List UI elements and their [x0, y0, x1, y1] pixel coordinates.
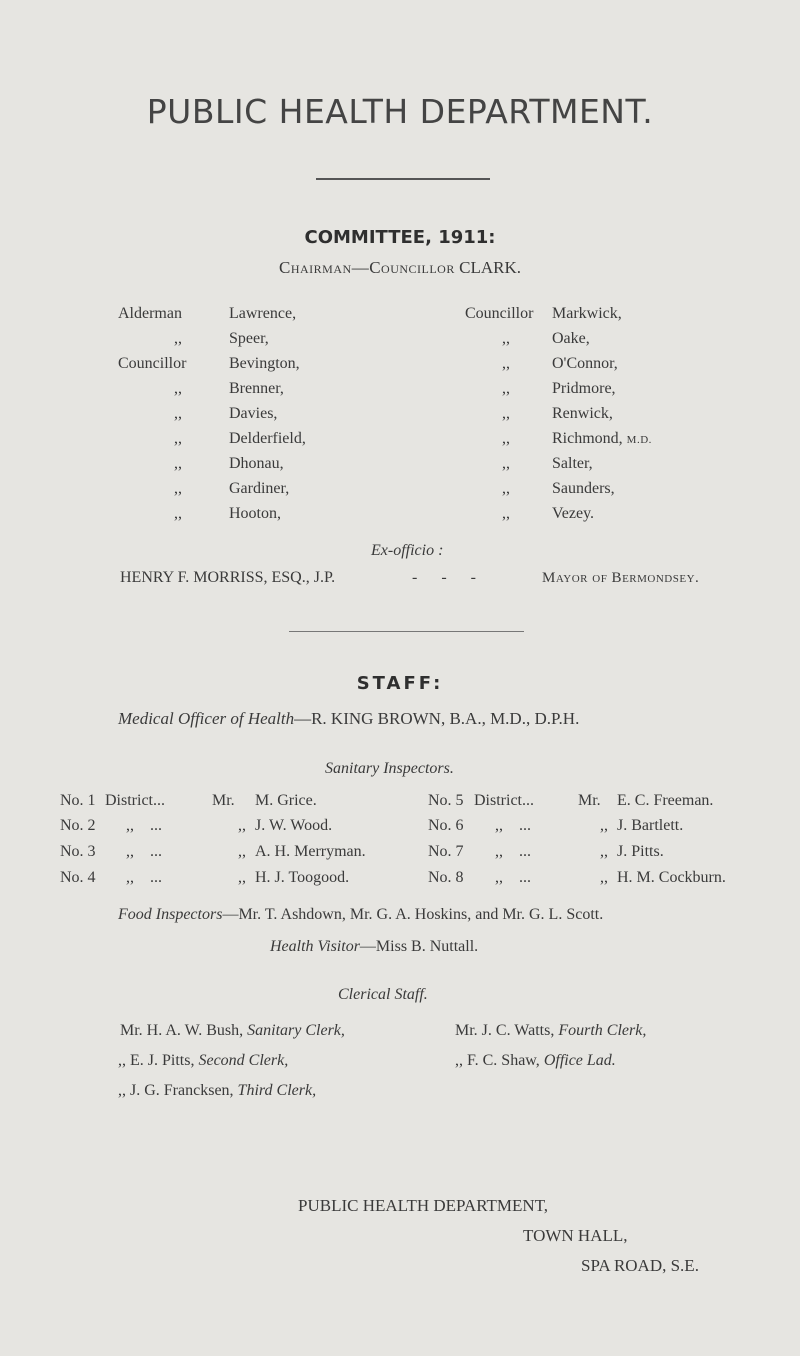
inspector-no: No. 3: [60, 843, 96, 860]
clerk-role: Sanitary Clerk,: [247, 1022, 345, 1039]
address-line-2: TOWN HALL,: [523, 1226, 628, 1245]
member-name: Hooton,: [229, 505, 281, 522]
member-name: Vezey.: [552, 505, 595, 522]
clerk-prefix: ,,: [118, 1082, 126, 1099]
inspector-district: ,, ...: [126, 869, 162, 886]
member-title: ,,: [502, 405, 510, 422]
member-title: ,,: [502, 455, 510, 472]
page-title: PUBLIC HEALTH DEPARTMENT.: [146, 92, 654, 131]
ex-officio-name: HENRY F. MORRISS, ESQ., J.P.: [120, 569, 336, 586]
member-title: ,,: [174, 380, 182, 397]
member-qualification: M.D.: [626, 434, 652, 446]
member-title: Councillor: [465, 305, 534, 322]
clerk-role: Office Lad.: [543, 1052, 616, 1069]
member-name: Saunders,: [552, 480, 615, 497]
inspector-district: ,, ...: [495, 869, 531, 886]
clerk-entry: [118, 1082, 316, 1100]
member-title: ,,: [502, 355, 510, 372]
member-name: Markwick,: [552, 305, 622, 322]
inspector-no: No. 2: [60, 817, 96, 834]
clerk-prefix: Mr.: [120, 1022, 143, 1039]
title-divider: [316, 178, 490, 180]
inspector-name: E. C. Freeman.: [617, 792, 714, 809]
inspector-name: J. Pitts.: [617, 843, 664, 860]
committee-heading: COMMITTEE, 1911:: [304, 227, 496, 248]
committee-divider: [289, 631, 524, 632]
inspector-district: ,, ...: [126, 843, 162, 860]
clerk-entry: [120, 1022, 345, 1040]
ex-officio-label-text: Ex-officio :: [371, 542, 444, 559]
inspector-mr: ,,: [238, 817, 246, 834]
health-visitor-label: Health Visitor: [270, 938, 360, 955]
member-title: ,,: [174, 455, 182, 472]
member-title: Alderman: [118, 305, 182, 322]
inspector-name: J. W. Wood.: [255, 817, 333, 834]
inspector-mr: ,,: [600, 817, 608, 834]
member-name: Gardiner,: [229, 480, 290, 497]
ex-officio-label: [371, 542, 443, 560]
inspector-mr: Mr.: [212, 792, 235, 809]
member-title: ,,: [502, 505, 510, 522]
member-title: ,,: [174, 480, 182, 497]
inspector-name: A. H. Merryman.: [255, 843, 366, 860]
health-visitor-name: —Miss B. Nuttall.: [359, 938, 479, 955]
member-title: ,,: [502, 330, 510, 347]
clerk-name: F. C. Shaw,: [467, 1052, 540, 1069]
inspector-district: ,, ...: [495, 843, 531, 860]
inspector-name: J. Bartlett.: [617, 817, 684, 834]
inspector-no: No. 6: [428, 817, 464, 834]
member-name: Dhonau,: [229, 455, 284, 472]
clerk-prefix: Mr.: [455, 1022, 478, 1039]
member-name: Lawrence,: [229, 305, 297, 322]
member-name: Davies,: [229, 405, 278, 422]
inspector-name: M. Grice.: [255, 792, 317, 809]
clerk-role: Second Clerk,: [198, 1052, 289, 1069]
member-title: ,,: [502, 430, 510, 447]
member-title: Councillor: [118, 355, 187, 372]
clerk-entry: [118, 1052, 288, 1070]
clerk-entry: [455, 1052, 616, 1070]
address-line-3: SPA ROAD, S.E.: [581, 1256, 699, 1275]
member-title: ,,: [174, 330, 182, 347]
chairman-label: Chairman—Councillor: [279, 258, 455, 277]
moh-name: —R. KING BROWN, B.A., M.D., D.P.H.: [294, 709, 580, 728]
member-title: ,,: [174, 505, 182, 522]
clerk-role: Fourth Clerk,: [558, 1022, 647, 1039]
clerical-heading: [338, 986, 428, 1004]
food-inspectors-line: [118, 906, 603, 924]
member-title: ,,: [502, 480, 510, 497]
ex-officio-role: Mayor of Bermondsey.: [542, 570, 700, 586]
member-title: ,,: [502, 380, 510, 397]
member-title: ,,: [174, 405, 182, 422]
inspector-mr: ,,: [600, 843, 608, 860]
clerical-heading-text: Clerical Staff.: [338, 986, 428, 1003]
member-name: Speer,: [229, 330, 269, 347]
clerk-name: E. J. Pitts,: [130, 1052, 195, 1069]
moh-line: [118, 709, 579, 729]
ex-officio-dashes: - - -: [412, 569, 476, 586]
inspector-name: H. M. Cockburn.: [617, 869, 726, 886]
inspector-no: No. 7: [428, 843, 464, 860]
inspector-name: H. J. Toogood.: [255, 869, 350, 886]
member-name: Renwick,: [552, 405, 613, 422]
inspector-mr: Mr.: [578, 792, 601, 809]
member-name: Delderfield,: [229, 430, 306, 447]
clerk-name: J. C. Watts,: [481, 1022, 555, 1039]
staff-heading: STAFF:: [356, 673, 444, 694]
food-inspectors-names: —Mr. T. Ashdown, Mr. G. A. Hoskins, and Mr. G. L. Scott.: [222, 906, 604, 923]
inspector-no: No. 1: [60, 792, 96, 809]
chairman-line: [0, 258, 800, 278]
clerk-prefix: ,,: [455, 1052, 463, 1069]
inspector-no: No. 5: [428, 792, 464, 809]
member-name: Oake,: [552, 330, 590, 347]
member-name: O'Connor,: [552, 355, 618, 372]
clerk-role: Third Clerk,: [237, 1082, 317, 1099]
food-inspectors-label: Food Inspectors: [118, 906, 223, 923]
member-name: [552, 430, 652, 448]
inspector-district: District...: [105, 792, 165, 809]
member-name: Brenner,: [229, 380, 284, 397]
inspector-mr: ,,: [600, 869, 608, 886]
inspector-district: District...: [474, 792, 534, 809]
inspector-district: ,, ...: [126, 817, 162, 834]
moh-label: Medical Officer of Health: [118, 709, 295, 728]
inspector-mr: ,,: [238, 869, 246, 886]
member-name: Salter,: [552, 455, 593, 472]
inspector-mr: ,,: [238, 843, 246, 860]
clerk-entry: [455, 1022, 646, 1040]
inspector-no: No. 8: [428, 869, 464, 886]
member-name: Bevington,: [229, 355, 300, 372]
clerk-prefix: ,,: [118, 1052, 126, 1069]
inspector-district: ,, ...: [495, 817, 531, 834]
member-name-text: Richmond,: [552, 430, 623, 447]
sanitary-heading: [325, 760, 454, 778]
member-title: ,,: [174, 430, 182, 447]
address-line-1: PUBLIC HEALTH DEPARTMENT,: [298, 1196, 549, 1215]
clerk-name: H. A. W. Bush,: [146, 1022, 244, 1039]
chairman-name: CLARK.: [459, 258, 521, 277]
sanitary-heading-text: Sanitary Inspectors.: [325, 760, 454, 777]
health-visitor-line: [270, 938, 478, 956]
inspector-no: No. 4: [60, 869, 96, 886]
member-name: Pridmore,: [552, 380, 616, 397]
clerk-name: J. G. Francksen,: [130, 1082, 234, 1099]
